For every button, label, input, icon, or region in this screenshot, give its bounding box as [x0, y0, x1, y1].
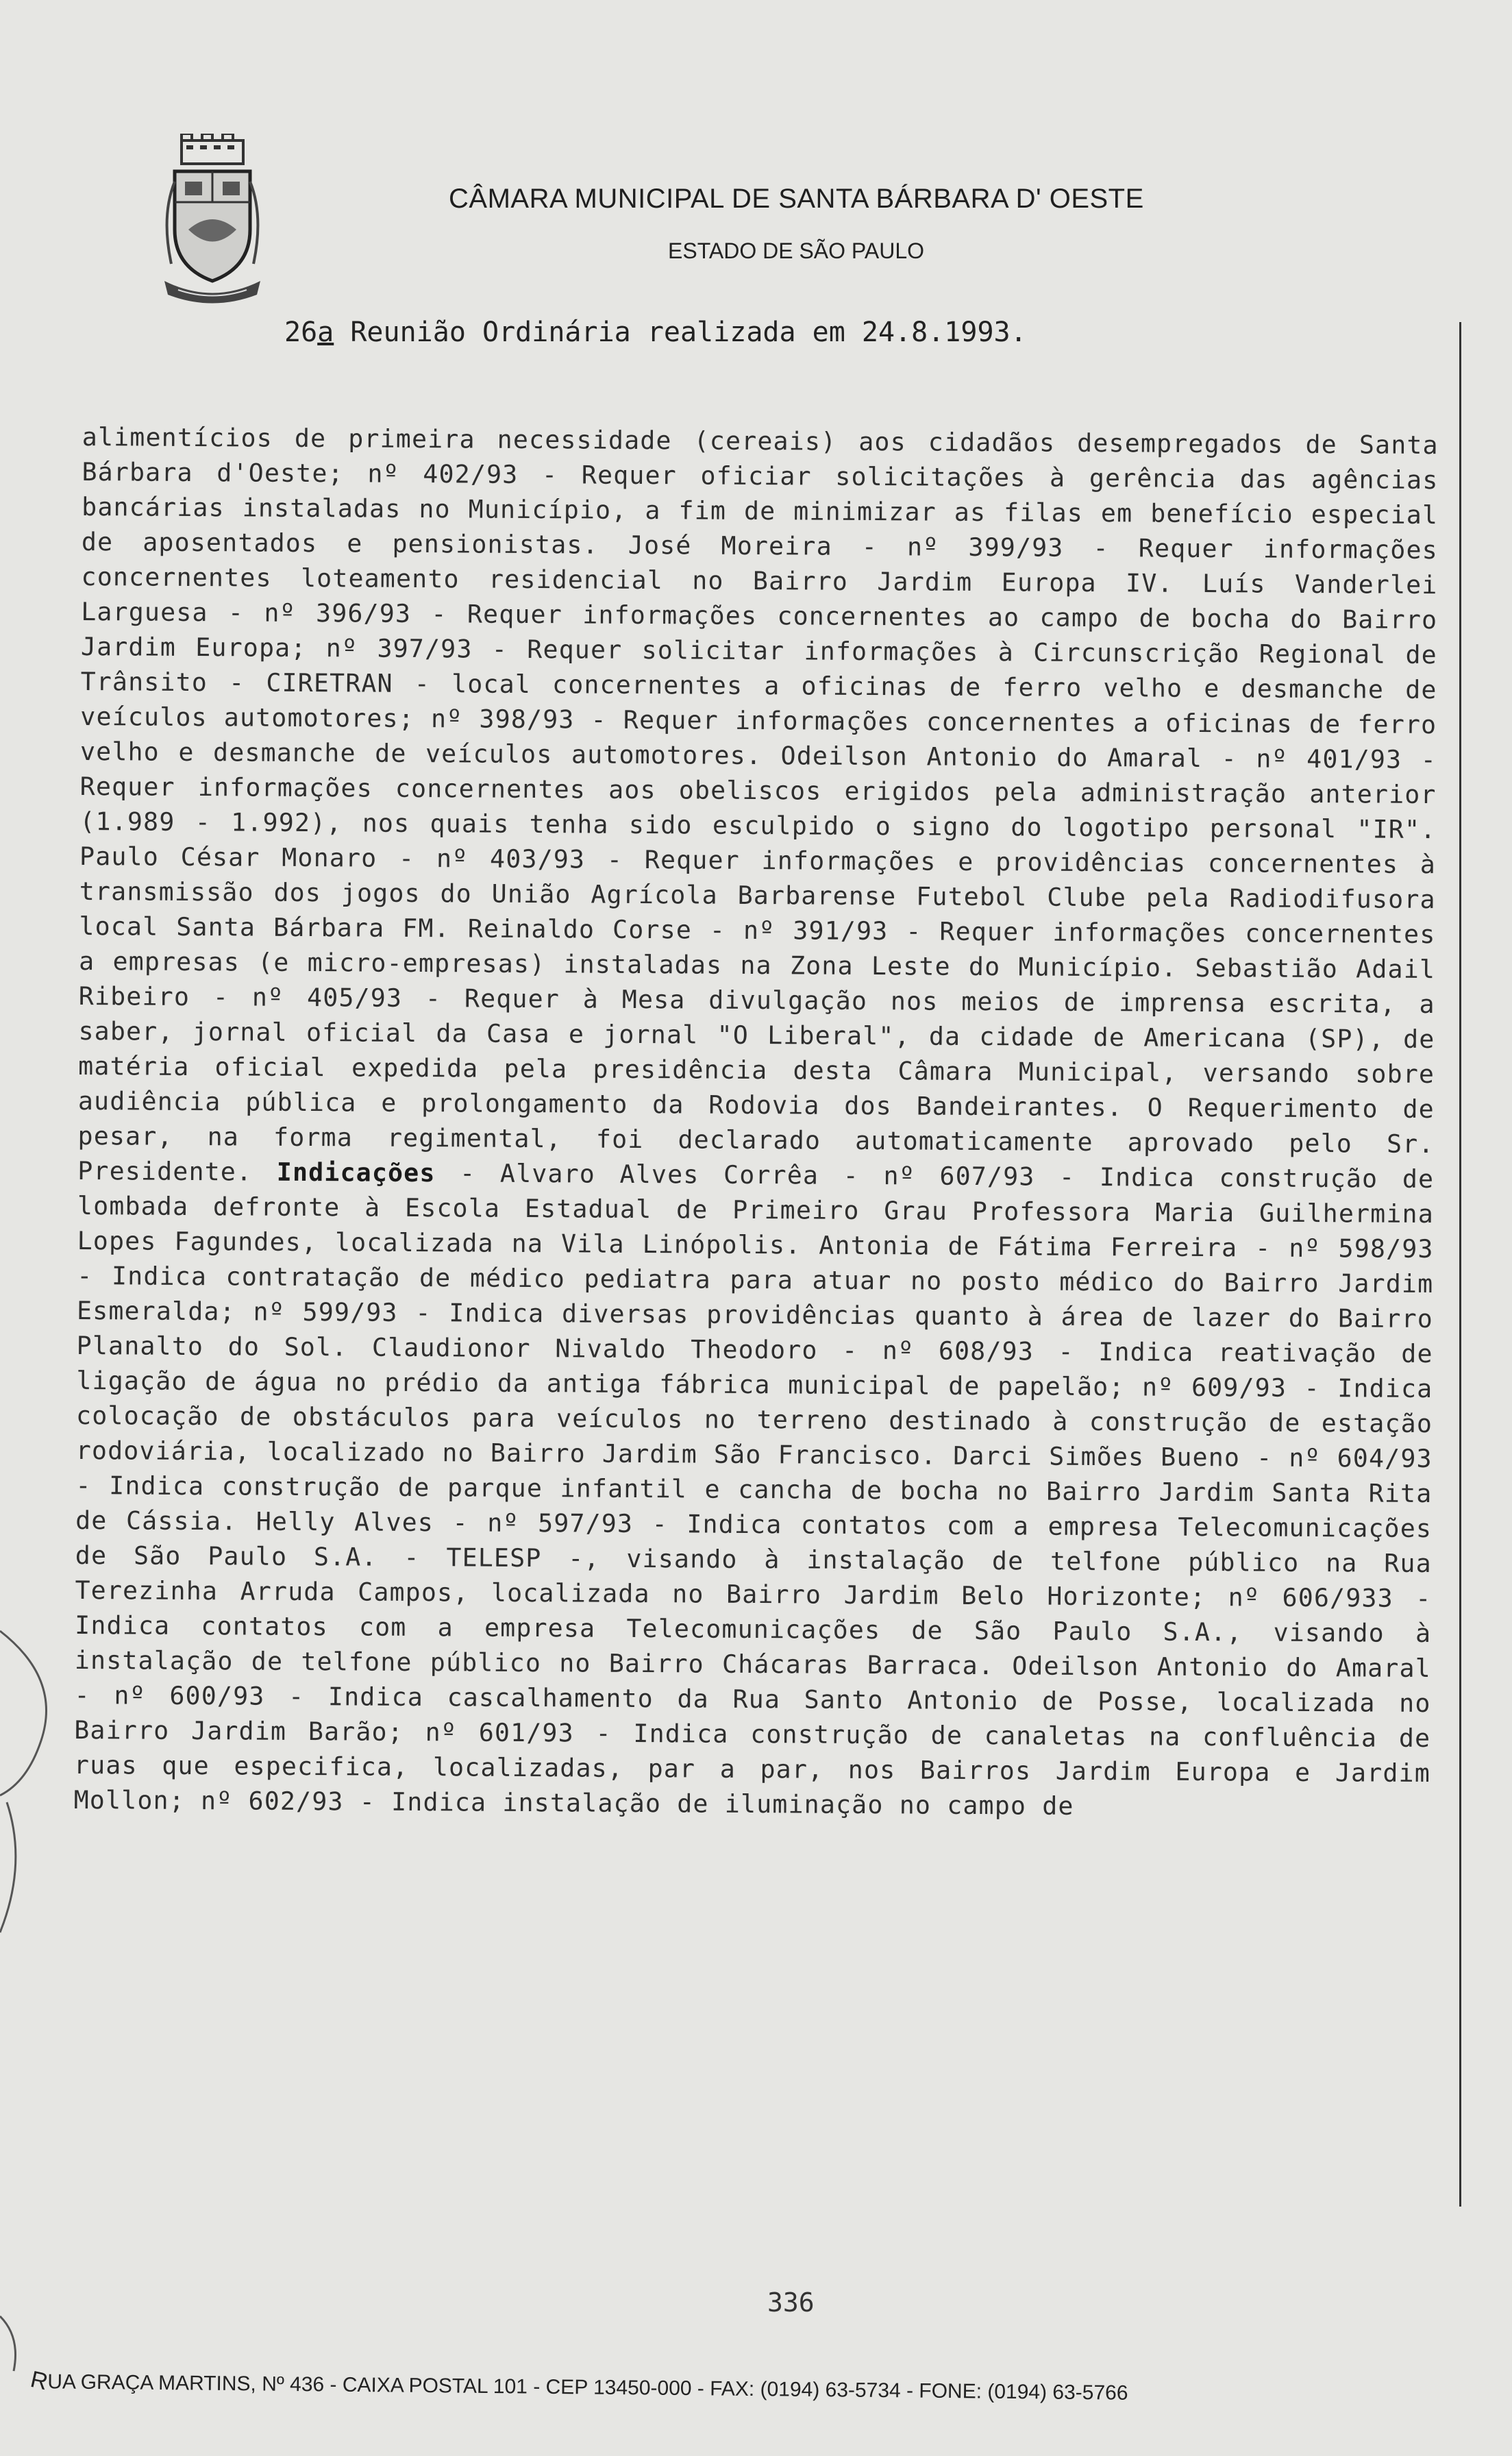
institution-name: CÂMARA MUNICIPAL DE SANTA BÁRBARA D' OESTE	[449, 184, 1144, 214]
page-number: 336	[767, 2287, 815, 2318]
session-ordinal-suffix: a	[317, 317, 334, 348]
institution-state: ESTADO DE SÃO PAULO	[668, 238, 925, 263]
session-title	[284, 317, 1027, 348]
margin-rule	[1459, 322, 1461, 2207]
footer-address-lead: R	[28, 2366, 51, 2396]
minutes-body	[74, 419, 1439, 1826]
binding-edge-marks	[0, 1576, 82, 2398]
indications-heading: Indicações	[276, 1157, 436, 1188]
footer-address-rest: UA GRAÇA MARTINS, Nº 436 - CAIXA POSTAL 101 - CEP 13450-000 - FAX: (0194) 63-5734 - FONE: (0194) 63-5766	[47, 2370, 1128, 2405]
municipal-coat-of-arms-icon	[164, 134, 260, 305]
requests-text: alimentícios de primeira necessidade (cereais) aos cidadãos desempregados de Santa Bárbara d'Oeste; nº 402/93 - Requer oficiar solicitações à gerência das agências bancárias instaladas no Município, a fim de minimizar as filas em benefício especial de aposentados e pensionistas. José Moreira - nº 399/93 - Requer informações concernentes loteamento residencial no Bairro Jardim Europa IV. Luís Vanderlei Larguesa - nº 396/93 - Requer informações concernentes ao campo de bocha do Bairro Jardim Europa; nº 397/93 - Requer solicitar informações à Circunscrição Regional de Trânsito - CIRETRAN - local concernentes a oficinas de ferro velho e desmanche de veículos automotores; nº 398/93 - Requer informações concernentes a oficinas de ferro velho e desmanche de veículos automotores. Odeilson Antonio do Amaral - nº 401/93 - Requer informações concernentes aos obeliscos erigidos pela administração anterior (1.989 - 1.992), nos quais tenha sido esculpido o signo do logotipo personal "IR". Paulo César Monaro - nº 403/93 - Requer informações e providências concernentes à transmissão dos jogos do União Agrícola Barbarense Futebol Clube pela Radiodifusora local Santa Bárbara FM. Reinaldo Corse - nº 391/93 - Requer informações concernentes a empresas (e micro-empresas) instaladas na Zona Leste do Município. Sebastião Adail Ribeiro - nº 405/93 - Requer à Mesa divulgação nos meios de imprensa escrita, a saber, jornal oficial da Casa e jornal "O Liberal", da cidade de Americana (SP), de matéria oficial expedida pela presidência desta Câmara Municipal, versando sobre audiência pública e prolongamento da Rodovia dos Bandeirantes. O Requerimento de pesar, na forma regimental, foi declarado automaticamente aprovado pelo Sr. Presidente.	[77, 421, 1439, 1187]
letterhead-footer	[28, 2366, 1497, 2443]
session-title-rest: Reunião Ordinária realizada em 24.8.1993.	[334, 317, 1027, 348]
footer-address	[28, 2366, 1128, 2406]
session-ordinal: 26	[284, 317, 318, 348]
indications-text: - Alvaro Alves Corrêa - nº 607/93 - Indica construção de lombada defronte à Escola Estadual de Primeiro Grau Professora Maria Guilhermina Lopes Fagundes, localizada na Vila Linópolis. Antonia de Fátima Ferreira - nº 598/93 - Indica contratação de médico pediatra para atuar no posto médico do Bairro Jardim Esmeralda; nº 599/93 - Indica diversas providências quanto à área de lazer do Bairro Planalto do Sol. Claudionor Nivaldo Theodoro - nº 608/93 - Indica reativação de ligação de água no prédio da antiga fábrica municipal de papelão; nº 609/93 - Indica colocação de obstáculos para veículos no terreno destinado à construção de estação rodoviária, localizado no Bairro Jardim São Francisco. Darci Simões Bueno - nº 604/93 - Indica construção de parque infantil e cancha de bocha no Bairro Jardim Santa Rita de Cássia. Helly Alves - nº 597/93 - Indica contatos com a empresa Telecomunicações de São Paulo S.A. - TELESP -, visando à instalação de telfone público na Rua Terezinha Arruda Campos, localizada no Bairro Jardim Belo Horizonte; nº 606/933 - Indica contatos com a empresa Telecomunicações de São Paulo S.A., visando à instalação de telfone público no Bairro Chácaras Barraca. Odeilson Antonio do Amaral - nº 600/93 - Indica cascalhamento da Rua Santo Antonio de Posse, localizada no Bairro Jardim Barão; nº 601/93 - Indica construção de canaletas na confluência de ruas que especifica, localizadas, par a par, nos Bairros Jardim Europa e Jardim Mollon; nº 602/93 - Indica instalação de iluminação no campo de	[73, 1158, 1435, 1821]
